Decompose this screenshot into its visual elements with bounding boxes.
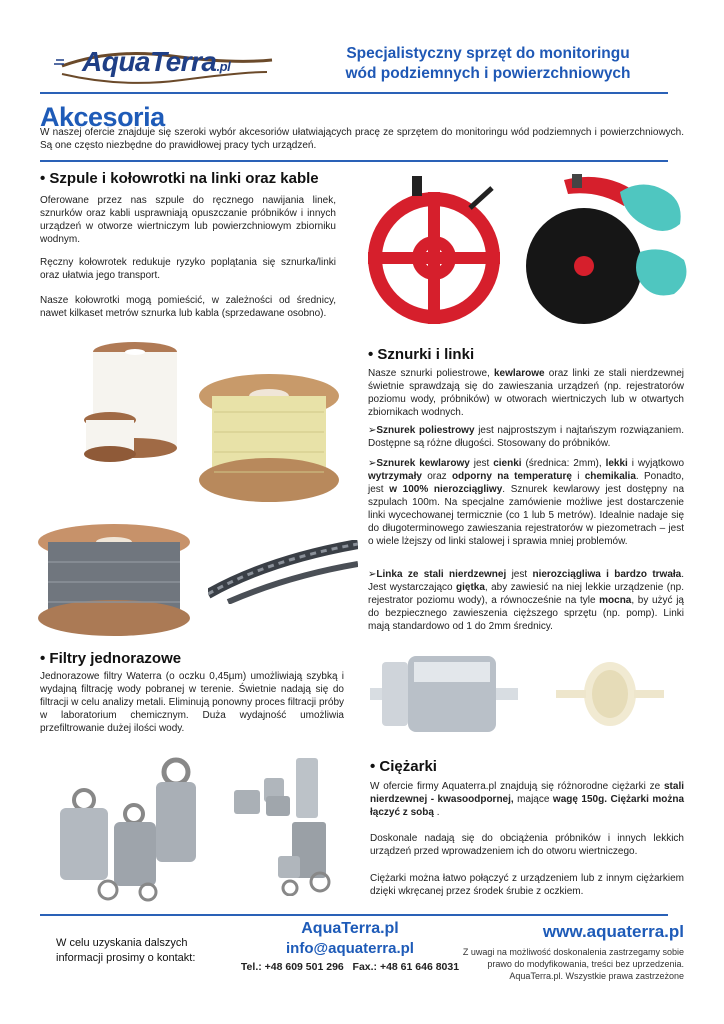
filters-paragraph: Jednorazowe filtry Waterra (o oczku 0,45µm) umożliwiają szybką i wydajną filtrację wody pobranej w terenie. Świetnie nadają się do filtracji w celu analizy metali. Eliminują ponowny proces filtracji próby w laboratorium chemicznym. Duża wydajność umożliwia przefiltrowanie dużej ilości wody. xyxy=(40,671,344,734)
footer-email-link[interactable]: info@aquaterra.pl xyxy=(286,940,414,957)
logo-text: AquaTerra.pl xyxy=(82,46,231,77)
footer-contact-block xyxy=(230,920,470,973)
intro-divider xyxy=(40,160,668,162)
red-reel-image xyxy=(352,168,522,338)
weights-paragraph-3: Ciężarki można łatwo połączyć z urządzeniem lub z innym ciężarkiem dzięki wkręcanej przez środek śrubie z oczkiem. xyxy=(370,873,684,897)
footer-company: AquaTerra.pl xyxy=(301,920,399,937)
footer-phone-fax: Tel.: +48 609 501 296 Fax.: +48 61 646 8031 xyxy=(240,961,460,973)
filter-cylinder-image xyxy=(370,652,520,736)
weights-heading: • Ciężarki xyxy=(370,758,437,775)
header-tagline: Specjalistyczny sprzęt do monitoringu wód podziemnych i powierzchniowych xyxy=(345,45,631,82)
filter-disc-image xyxy=(556,658,666,734)
weights-small-image xyxy=(230,756,350,896)
weights-large-image xyxy=(48,752,228,902)
reels-paragraph-3: Nasze kołowrotki mogą pomieścić, w zależności od średnicy, nawet kilkaset metrów sznurka lub kabla (sprzedawane osobno). xyxy=(40,295,336,319)
kevlar-cord-bullet: ➢Sznurek kewlarowy jest cienki (średnica: 2mm), lekki i wyjątkowo wytrzymały oraz odporny na temperaturę i chemikalia. Ponadto, jest w 100% nierozciągliwy. Sznurek kewlarowy jest dostępny na szpulach 100m. Na specjalne zamówienie możliwe jest dostarczenie linki wycechowanej termicznie (co 1 lub 5 metrów). Idealnie nadaje się do długoterminowego zawieszania rejestratorów w piezometrach – jest o wiele lżejszy od linki stalowej i sprawia mniej problemów. xyxy=(368,458,685,547)
logo[interactable] xyxy=(52,40,282,96)
intro-text: W naszej ofercie znajduje się szeroki wybór akcesoriów ułatwiających pracę ze sprzętem do monitoringu wód podziemnych i powierzchniowych. Są one często niezbędne do prawidłowej pracy tych urządzeń. xyxy=(40,127,684,151)
filters-heading: • Filtry jednorazowe xyxy=(40,650,182,667)
weights-paragraph-2: Doskonale nadają się do obciążenia próbników i innych lekkich urządzeń przed wprowadzeniem ich do otworu wiertniczego. xyxy=(370,833,684,857)
footer-divider xyxy=(40,914,668,916)
footer-legal-note: Z uwagi na możliwość doskonalenia zastrzegamy sobie prawo do modyfikowania, treści bez uprzedzenia. AquaTerra.pl. Wszystkie prawa zastrzeżone xyxy=(462,947,684,981)
steel-wire-spool-image xyxy=(34,522,194,642)
polyester-cord-bullet: ➢Sznurek poliestrowy jest najprostszym i najtańszym rozwiązaniem. Dostępne są różne długości. Stosowany do próbników. xyxy=(368,425,685,449)
header-divider xyxy=(40,92,668,94)
footer-contact-prompt: W celu uzyskania dalszych informacji prosimy o kontakt: xyxy=(56,937,196,964)
arrow-bullet-icon: ➢ xyxy=(368,569,377,580)
reels-paragraph-2: Ręczny kołowrotek redukuje ryzyko poplątania się sznurka/linki oraz ułatwia jego transport. xyxy=(40,257,336,281)
cords-intro: Nasze sznurki poliestrowe, kewlarowe oraz linki ze stali nierdzewnej świetnie sprawdzają się do zawieszania urządzeń (np. rejestratorów poziomu wody, próbników) w otworach wiertniczych lub w otwartych zbiornikach wodnych. xyxy=(368,368,685,418)
cords-heading: • Sznurki i linki xyxy=(368,346,475,363)
footer-website-link[interactable]: www.aquaterra.pl xyxy=(542,922,684,941)
arrow-bullet-icon: ➢ xyxy=(368,425,377,436)
black-reel-image xyxy=(524,168,694,338)
page-title: Akcesoria xyxy=(40,102,165,132)
polyester-cord-spool-image xyxy=(80,340,190,470)
steel-wire-bullet: ➢Linka ze stali nierdzewnej jest nierozciągliwa i bardzo trwała. Jest wystarczająco giętka, aby zawiesić na niej lekkie urządzenie (np. rejestrator poziomu wody), a równocześnie na tyle mocna, by użyć ją do bezpiecznego zawieszenia cięższego sprzętu (np. pomp). Linki mają standardowo od 1 do 2mm średnicy. xyxy=(368,569,685,632)
kevlar-cord-spool-image xyxy=(194,372,344,512)
steel-wire-closeup-image xyxy=(208,540,358,604)
reels-heading: • Szpule i kołowrotki na linki oraz kable xyxy=(40,170,319,187)
arrow-bullet-icon: ➢ xyxy=(368,458,377,469)
weights-paragraph-1: W ofercie firmy Aquaterra.pl znajdują się różnorodne ciężarki ze stali nierdzewnej - kwasoodpornej, mające wagę 150g. Ciężarki można łączyć z sobą . xyxy=(370,781,685,818)
reels-paragraph-1: Oferowane przez nas szpule do ręcznego nawijania linek, sznurków oraz kabli usprawniają opuszczanie próbników i innych urządzeń w otworze wiertniczym lub powierzchniowym zbiorniku wodnym. xyxy=(40,195,336,245)
